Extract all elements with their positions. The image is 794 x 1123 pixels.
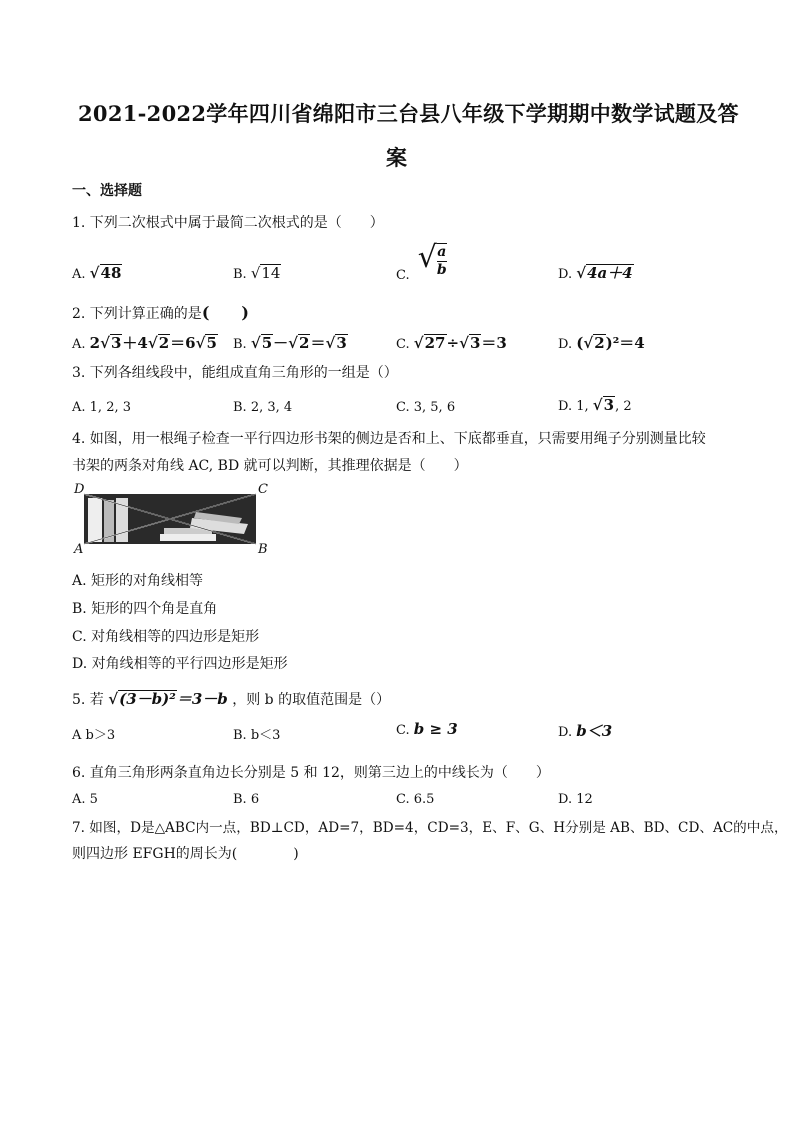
q3-option-d bbox=[558, 396, 632, 414]
q5-option-c bbox=[396, 720, 458, 738]
option-label: A. bbox=[72, 337, 86, 352]
radicand: 27 bbox=[424, 334, 446, 352]
question-4-stem-line1: 4. 如图，用一根绳子检查一平行四边形书架的侧边是否和上、下底都垂直，只需要用绳子分别测量比较 bbox=[72, 431, 706, 447]
option-label: C. bbox=[396, 268, 410, 283]
math-text: ＝3－b bbox=[176, 690, 228, 708]
page-title: 2021-2022学年四川省绵阳市三台县八年级下学期期中数学试题及答 bbox=[78, 101, 739, 126]
question-7-stem-line1: 7. 如图，D是△ABC内一点，BD⊥CD，AD=7，BD=4，CD=3，E、F、G、H分别是 AB、BD、CD、AC的中点， bbox=[72, 820, 788, 836]
radicand: 5 bbox=[261, 334, 273, 352]
q2-option-d bbox=[558, 332, 645, 353]
fraction-denominator: b bbox=[436, 261, 447, 278]
stem-text: 2. 下列计算正确的是 bbox=[72, 306, 202, 322]
math-expression: 2√3＋4√2＝6√5 bbox=[89, 334, 217, 352]
option-label: B. bbox=[233, 337, 247, 352]
math-expression: √(3－b)²＝3－b bbox=[108, 690, 228, 708]
math-expression: b＜3 bbox=[576, 722, 613, 740]
option-label: D. bbox=[558, 725, 573, 740]
radicand: 3 bbox=[110, 334, 122, 352]
radicand: 14 bbox=[261, 264, 281, 282]
radicand: 2 bbox=[158, 334, 170, 352]
radicand: 4a＋4 bbox=[587, 264, 633, 282]
page-title-continued: 案 bbox=[386, 145, 408, 170]
math-expression: b ≥ 3 bbox=[413, 720, 458, 738]
question-7-stem-line2: 则四边形 EFGH的周长为( ) bbox=[72, 846, 299, 862]
math-text: ＝ bbox=[310, 334, 326, 352]
q4-option-d: D. 对角线相等的平行四边形是矩形 bbox=[72, 656, 288, 672]
math-text: 2 bbox=[89, 334, 101, 352]
radicand: 2 bbox=[594, 334, 605, 352]
math-expression: √48 bbox=[89, 264, 122, 282]
q1-option-d bbox=[558, 264, 634, 282]
bookshelf-diagram bbox=[74, 484, 274, 556]
q2-option-b bbox=[233, 332, 348, 353]
q1-option-c bbox=[396, 240, 447, 283]
q3-option-a: A. 1, 2, 3 bbox=[72, 400, 131, 415]
q1-option-a bbox=[72, 264, 122, 282]
math-text: ÷ bbox=[446, 334, 460, 352]
radicand: 3 bbox=[469, 334, 481, 352]
q4-option-b: B. 矩形的四个角是直角 bbox=[72, 601, 218, 617]
answer-paren: ( ) bbox=[201, 303, 249, 322]
math-text: ＝3 bbox=[481, 334, 507, 352]
radicand: 3 bbox=[336, 334, 347, 352]
math-expression: √4a＋4 bbox=[576, 264, 633, 282]
math-expression: √14 bbox=[250, 264, 281, 282]
math-text: － bbox=[273, 334, 289, 352]
book-stack bbox=[160, 534, 216, 541]
option-label: D. bbox=[558, 337, 573, 352]
figure-label-b: B bbox=[258, 542, 268, 557]
q5-option-b: B. b＜3 bbox=[233, 728, 281, 743]
question-6-stem: 6. 直角三角形两条直角边长分别是 5 和 12，则第三边上的中线长为（ ） bbox=[72, 765, 550, 781]
figure-label-a: A bbox=[74, 542, 84, 557]
radicand: 5 bbox=[206, 334, 217, 352]
question-2-stem bbox=[72, 300, 249, 323]
bookshelf-figure bbox=[74, 484, 274, 556]
math-text: ＋4 bbox=[122, 334, 148, 352]
q6-option-b: B. 6 bbox=[233, 792, 260, 807]
q6-option-d: D. 12 bbox=[558, 792, 593, 807]
radicand: 3 bbox=[603, 396, 615, 414]
q4-option-a: A. 矩形的对角线相等 bbox=[72, 573, 204, 589]
option-label: D. 1, bbox=[558, 399, 589, 414]
question-3-stem: 3. 下列各组线段中，能组成直角三角形的一组是（） bbox=[72, 365, 398, 381]
q6-option-c: C. 6.5 bbox=[396, 792, 435, 807]
q5-option-a: A b＞3 bbox=[72, 728, 116, 743]
math-expression: $√\frac{a}{b}$ bbox=[417, 240, 447, 278]
q2-option-a bbox=[72, 332, 218, 353]
radicand: 48 bbox=[100, 264, 122, 282]
q4-option-c: C. 对角线相等的四边形是矩形 bbox=[72, 629, 260, 645]
option-label: A. bbox=[72, 267, 86, 282]
book bbox=[88, 498, 102, 542]
question-5-stem bbox=[72, 688, 390, 709]
q1-option-b bbox=[233, 264, 281, 282]
fraction-numerator: a bbox=[437, 244, 447, 260]
section-heading: 一、选择题 bbox=[72, 183, 142, 199]
figure-label-c: C bbox=[258, 482, 268, 497]
question-1-stem: 1. 下列二次根式中属于最简二次根式的是（ ） bbox=[72, 215, 384, 231]
math-expression: (√2)²＝4 bbox=[576, 334, 645, 352]
math-expression: √3 bbox=[592, 396, 615, 414]
q5-option-d bbox=[558, 720, 612, 741]
option-label: D. bbox=[558, 267, 573, 282]
q2-option-c bbox=[396, 332, 507, 353]
stem-text: ，则 b 的取值范围是（） bbox=[232, 692, 391, 708]
stem-text: 5. 若 bbox=[72, 692, 104, 708]
option-label: C. bbox=[396, 337, 410, 352]
radicand: 2 bbox=[299, 334, 310, 352]
q3-option-b: B. 2, 3, 4 bbox=[233, 400, 293, 415]
option-tail: , 2 bbox=[615, 399, 632, 414]
option-label: B. bbox=[233, 267, 247, 282]
math-text: ( bbox=[576, 334, 584, 352]
q6-option-a: A. 5 bbox=[72, 792, 98, 807]
math-text: )²＝4 bbox=[605, 334, 645, 352]
q3-option-c: C. 3, 5, 6 bbox=[396, 400, 456, 415]
figure-label-d: D bbox=[74, 482, 85, 497]
question-4-stem-line2: 书架的两条对角线 AC, BD 就可以判断，其推理依据是（ ） bbox=[72, 458, 468, 474]
math-expression: √5－√2＝√3 bbox=[250, 334, 347, 352]
math-expression: √27÷√3＝3 bbox=[413, 334, 507, 352]
option-label: C. bbox=[396, 723, 410, 738]
math-text: ＝6 bbox=[170, 334, 196, 352]
radicand: (3－b)² bbox=[119, 690, 176, 708]
